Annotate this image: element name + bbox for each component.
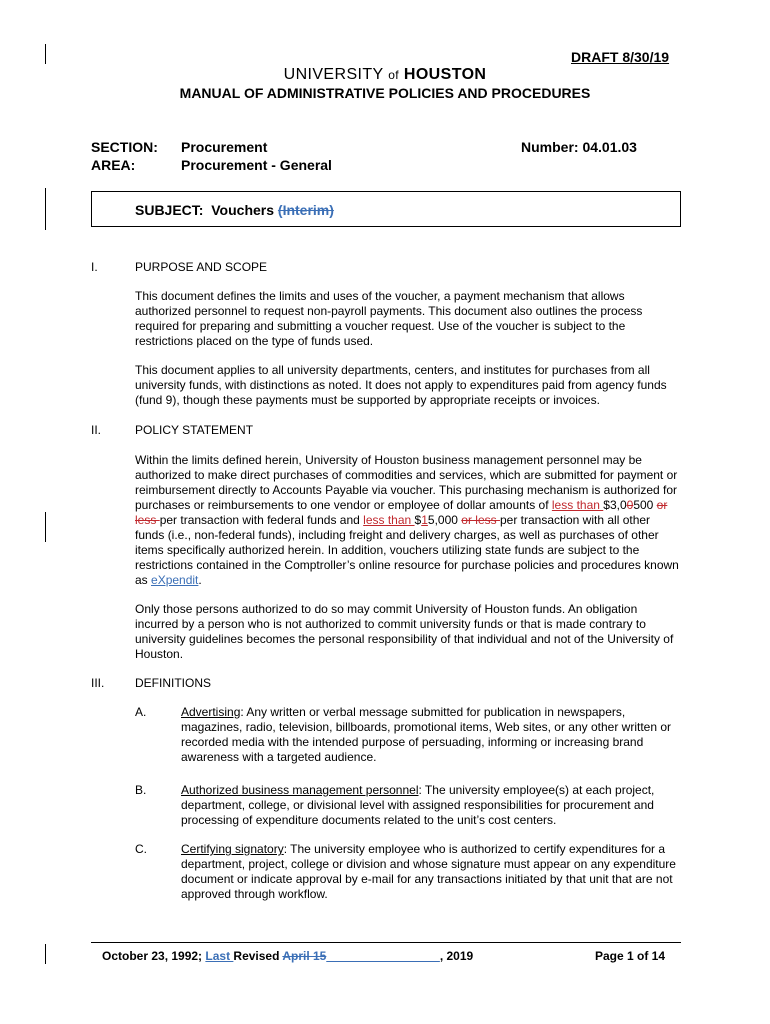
amount-text: $ <box>414 513 422 527</box>
definition-item <box>181 705 680 765</box>
amount-text: 500 <box>633 498 657 512</box>
footer-blank: _________________ <box>326 949 440 963</box>
draft-label: DRAFT 8/30/19 <box>571 49 670 65</box>
definition-letter: C. <box>135 842 147 856</box>
definition-text: : The university employee who is authorized to certify expenditures for a department, project, college or division and whose signature must appear on any expenditure document or indicate approval by e-mail for any transactions initiated by that unit that are not approved through workflow. <box>181 842 676 901</box>
area-value: Procurement - General <box>181 157 332 173</box>
policy-paragraph-2: Only those persons authorized to do so may commit University of Houston funds. An obligation incurred by a person who is not authorized to commit university funds or that is made contrary to university guidelines becomes the personal responsibility of that individual and not of the University of Houston. <box>135 602 674 661</box>
amount-text: 5,000 <box>427 513 462 527</box>
change-bar <box>45 44 46 64</box>
definition-text: : Any written or verbal message submitted for publication in newspapers, magazines, radio, television, billboards, promotional items, Web sites, or any other written or recorded media with the intended purpose of persuading, informing or increasing brand awareness with a targeted audience. <box>181 705 672 764</box>
expendit-link[interactable]: eXpendit <box>151 573 199 587</box>
definition-item <box>181 783 680 828</box>
section-number: I. <box>91 260 98 274</box>
definition-letter: A. <box>135 705 147 719</box>
definition-term: Authorized business management personnel <box>181 783 419 797</box>
university-of: of <box>388 68 400 82</box>
university-title <box>0 66 770 84</box>
subject-value: Vouchers <box>211 202 275 218</box>
deleted-text: 0 <box>626 498 634 512</box>
section-value: Procurement <box>181 139 268 155</box>
section-heading: PURPOSE AND SCOPE <box>135 260 268 274</box>
purpose-paragraph-2: This document applies to all university departments, centers, and institutes for purchases from all university funds, with distinctions as noted. It does not apply to expenditures paid from agency funds (fund 9), though these payments must be supported by appropriate receipts or invoices. <box>135 363 667 407</box>
university-name: HOUSTON <box>403 66 487 83</box>
manual-title: MANUAL OF ADMINISTRATIVE POLICIES AND PROCEDURES <box>179 85 591 101</box>
number-label: Number: <box>521 139 579 155</box>
purpose-paragraph-1: This document defines the limits and uses of the voucher, a payment mechanism that allows authorized personnel to request non-payroll payments. This document also outlines the process required for preparing and submitting a voucher request. Use of the voucher is subject to the restrictions placed on the type of funds used. <box>135 289 643 348</box>
deleted-text: April 15 <box>282 949 327 963</box>
deleted-text: or less <box>461 513 500 527</box>
subject-label: SUBJECT: <box>135 202 204 218</box>
footer-date: October 23, 1992; <box>102 949 206 963</box>
change-bar <box>45 512 46 542</box>
policy-text: Within the limits defined herein, University of Houston business management personnel may be authorized to make direct purchases of commodities and services, which are submitted for payment or reimbursement directly to Accounts Payable via voucher. This purchasing mechanism is authorized for purchases or reimbursements to one vendor or employee of dollar amounts of <box>135 453 678 512</box>
change-bar <box>45 944 46 964</box>
definition-text: : The university employee(s) at each project, department, college, or divisional level with assigned responsibilities for procurement and processing of expenditure documents related to the unit’s cost centers. <box>181 783 655 827</box>
footer-year: , 2019 <box>439 949 474 963</box>
subject-line <box>135 202 334 218</box>
inserted-text: Last <box>205 949 234 963</box>
policy-text: . <box>198 573 202 587</box>
inserted-text: less than <box>551 498 604 512</box>
subject-deleted: (Interim) <box>277 202 334 218</box>
university-word: UNIVERSITY <box>283 66 384 83</box>
policy-paragraph-1 <box>135 453 680 588</box>
deleted-text: or less <box>135 498 668 527</box>
section-heading: POLICY STATEMENT <box>135 423 254 437</box>
definition-term: Certifying signatory <box>181 842 284 856</box>
section-number: III. <box>91 676 105 690</box>
footer-revision <box>102 949 473 963</box>
inserted-text: 1 <box>421 513 428 527</box>
footer-rule <box>91 942 681 943</box>
section-number: II. <box>91 423 102 437</box>
section-label: SECTION: <box>91 139 158 155</box>
inserted-text: less than <box>363 513 415 527</box>
footer-revised: Revised <box>233 949 283 963</box>
policy-text: per transaction with federal funds and <box>159 513 364 527</box>
definition-term: Advertising <box>181 705 241 719</box>
number-block <box>521 139 637 155</box>
definition-item <box>181 842 680 902</box>
number-value: 04.01.03 <box>582 139 637 155</box>
amount-text: $3,0 <box>603 498 627 512</box>
definition-letter: B. <box>135 783 147 797</box>
policy-text: per transaction with all other funds (i.e., non-federal funds), including freight and delivery charges, as well as purchases of other items specifically authorized herein. In addition, vouchers utilizing state funds are subject to the restrictions contained in the Comptroller’s online resource for purchase policies and procedures known as <box>135 513 679 587</box>
section-heading: DEFINITIONS <box>135 676 212 690</box>
change-bar <box>45 188 46 230</box>
area-label: AREA: <box>91 157 136 173</box>
page-number: Page 1 of 14 <box>595 949 666 963</box>
